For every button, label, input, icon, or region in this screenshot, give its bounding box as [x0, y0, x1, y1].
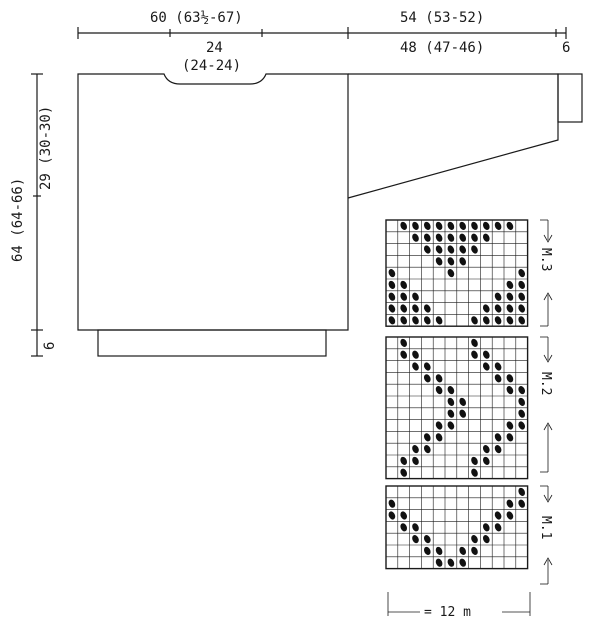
m1-stitch-dot: [458, 558, 467, 568]
m3-stitch-dot: [387, 315, 396, 325]
m2-stitch-dot: [458, 409, 467, 419]
neck-width-label: 24: [206, 40, 223, 56]
m2-stitch-dot: [411, 350, 420, 360]
sleeve-upper-label: 48 (47-46): [400, 40, 485, 56]
m2-stitch-dot: [446, 397, 455, 407]
m2-stitch-dot: [411, 444, 420, 454]
m1-stitch-dot: [387, 510, 396, 520]
m3-stitch-dot: [435, 244, 444, 254]
m3-bracket: [540, 220, 552, 326]
m1-stitch-dot: [387, 499, 396, 509]
m2-stitch-dot: [482, 350, 491, 360]
cuff-label: 6: [562, 40, 571, 56]
m3-stitch-dot: [470, 244, 479, 254]
m2-stitch-dot: [470, 350, 479, 360]
rib-outline: [98, 330, 326, 356]
m3-stitch-dot: [505, 315, 514, 325]
m2-stitch-dot: [470, 338, 479, 348]
m3-stitch-dot: [517, 268, 526, 278]
m3-stitch-dot: [470, 221, 479, 231]
m1-stitch-dot: [411, 522, 420, 532]
m3-stitch-dot: [411, 303, 420, 313]
m3-stitch-dot: [482, 315, 491, 325]
m3-stitch-dot: [446, 256, 455, 266]
m3-stitch-dot: [517, 280, 526, 290]
m3-stitch-dot: [399, 292, 408, 302]
m1-stitch-dot: [411, 534, 420, 544]
m2-stitch-dot: [494, 432, 503, 442]
m2-stitch-dot: [517, 397, 526, 407]
m2-stitch-dot: [517, 385, 526, 395]
m1-stitch-dot: [517, 487, 526, 497]
body-outline: [78, 74, 348, 330]
m2-stitch-dot: [411, 361, 420, 371]
m2-stitch-dot: [458, 397, 467, 407]
m3-stitch-dot: [494, 221, 503, 231]
m2-stitch-dot: [423, 432, 432, 442]
m1-stitch-dot: [399, 522, 408, 532]
m1-stitch-dot: [435, 558, 444, 568]
m1-stitch-dot: [482, 534, 491, 544]
m2-stitch-dot: [505, 385, 514, 395]
sleeve-length-label: 54 (53-52): [400, 10, 485, 26]
m3-stitch-dot: [458, 233, 467, 243]
m3-stitch-dot: [387, 292, 396, 302]
m3-stitch-dot: [470, 233, 479, 243]
m1-stitch-dot: [423, 534, 432, 544]
m3-stitch-dot: [435, 256, 444, 266]
m1-stitch-dot: [505, 510, 514, 520]
m3-stitch-dot: [505, 280, 514, 290]
m3-stitch-dot: [435, 233, 444, 243]
top-dimension-lines: [78, 27, 566, 39]
m3-stitch-dot: [505, 221, 514, 231]
m1-stitch-dot: [399, 510, 408, 520]
cuff-outline: [558, 74, 582, 122]
m3-stitch-dot: [446, 221, 455, 231]
m2-stitch-dot: [446, 409, 455, 419]
m1-stitch-dot: [482, 522, 491, 532]
m3-stitch-dot: [411, 315, 420, 325]
chart-m2: [386, 337, 528, 479]
m2-stitch-dot: [435, 385, 444, 395]
m1-stitch-dot: [494, 510, 503, 520]
m3-stitch-dot: [399, 315, 408, 325]
m2-stitch-dot: [494, 444, 503, 454]
m3-stitch-dot: [482, 233, 491, 243]
m2-stitch-dot: [399, 456, 408, 466]
m1-stitch-dot: [458, 546, 467, 556]
m2-stitch-dot: [482, 361, 491, 371]
m2-stitch-dot: [505, 373, 514, 383]
m2-stitch-dot: [470, 468, 479, 478]
m2-stitch-dot: [435, 373, 444, 383]
m3-stitch-dot: [435, 221, 444, 231]
m3-stitch-dot: [494, 315, 503, 325]
m3-stitch-dot: [494, 303, 503, 313]
m3-stitch-dot: [446, 233, 455, 243]
m3-stitch-dot: [458, 244, 467, 254]
m3-stitch-dot: [458, 221, 467, 231]
m3-stitch-dot: [517, 315, 526, 325]
m3-stitch-dot: [446, 268, 455, 278]
m3-stitch-dot: [411, 292, 420, 302]
armhole-depth-label: 29 (30-30): [38, 105, 54, 190]
m3-stitch-dot: [470, 315, 479, 325]
m2-stitch-dot: [482, 456, 491, 466]
m2-stitch-dot: [435, 420, 444, 430]
m3-stitch-dot: [387, 280, 396, 290]
neck-width-sizes-label: (24-24): [182, 58, 242, 74]
m2-stitch-dot: [399, 338, 408, 348]
m3-stitch-dot: [423, 221, 432, 231]
m2-stitch-dot: [399, 350, 408, 360]
m3-stitch-dot: [517, 292, 526, 302]
m1-stitch-dot: [517, 499, 526, 509]
m1-stitch-dot: [505, 499, 514, 509]
m2-stitch-dot: [446, 385, 455, 395]
chart-m3: [386, 220, 528, 326]
m3-stitch-dot: [458, 256, 467, 266]
m2-stitch-dot: [505, 420, 514, 430]
m2-stitch-dot: [517, 409, 526, 419]
m2-stitch-dot: [446, 420, 455, 430]
m2-stitch-dot: [482, 444, 491, 454]
m2-stitch-dot: [435, 432, 444, 442]
m1-stitch-dot: [423, 546, 432, 556]
m2-stitch-dot: [470, 456, 479, 466]
m3-stitch-dot: [423, 244, 432, 254]
m3-stitch-dot: [494, 292, 503, 302]
m2-stitch-dot: [399, 468, 408, 478]
m3-stitch-dot: [446, 244, 455, 254]
m1-label: M.1: [538, 516, 553, 540]
m3-stitch-dot: [387, 303, 396, 313]
m1-stitch-dot: [494, 522, 503, 532]
m2-stitch-dot: [423, 444, 432, 454]
m2-stitch-dot: [517, 420, 526, 430]
m3-stitch-dot: [399, 280, 408, 290]
m3-stitch-dot: [423, 303, 432, 313]
chart-m1: [386, 486, 528, 569]
m3-stitch-dot: [482, 303, 491, 313]
m2-stitch-dot: [411, 456, 420, 466]
m2-stitch-dot: [494, 373, 503, 383]
m2-stitch-dot: [423, 373, 432, 383]
body-width-label: 60 (63½-67): [150, 10, 243, 26]
m2-label: M.2: [538, 372, 553, 396]
m2-bracket: [540, 337, 552, 472]
m2-stitch-dot: [494, 361, 503, 371]
repeat-label: = 12 m: [424, 605, 471, 620]
m3-stitch-dot: [411, 233, 420, 243]
m1-stitch-dot: [470, 546, 479, 556]
m1-stitch-dot: [446, 558, 455, 568]
m3-stitch-dot: [517, 303, 526, 313]
m3-label: M.3: [538, 248, 553, 272]
rib-label: 6: [42, 341, 58, 350]
m3-stitch-dot: [505, 292, 514, 302]
m2-stitch-dot: [423, 361, 432, 371]
m1-stitch-dot: [435, 546, 444, 556]
total-length-label: 64 (64-66): [10, 177, 26, 262]
m3-stitch-dot: [482, 221, 491, 231]
sleeve-outline: [348, 74, 558, 198]
m2-stitch-dot: [505, 432, 514, 442]
m3-stitch-dot: [423, 233, 432, 243]
m3-stitch-dot: [399, 303, 408, 313]
m1-stitch-dot: [470, 534, 479, 544]
m3-stitch-dot: [505, 303, 514, 313]
m3-stitch-dot: [387, 268, 396, 278]
m3-stitch-dot: [411, 221, 420, 231]
m3-stitch-dot: [423, 315, 432, 325]
m3-stitch-dot: [399, 221, 408, 231]
m3-stitch-dot: [435, 315, 444, 325]
